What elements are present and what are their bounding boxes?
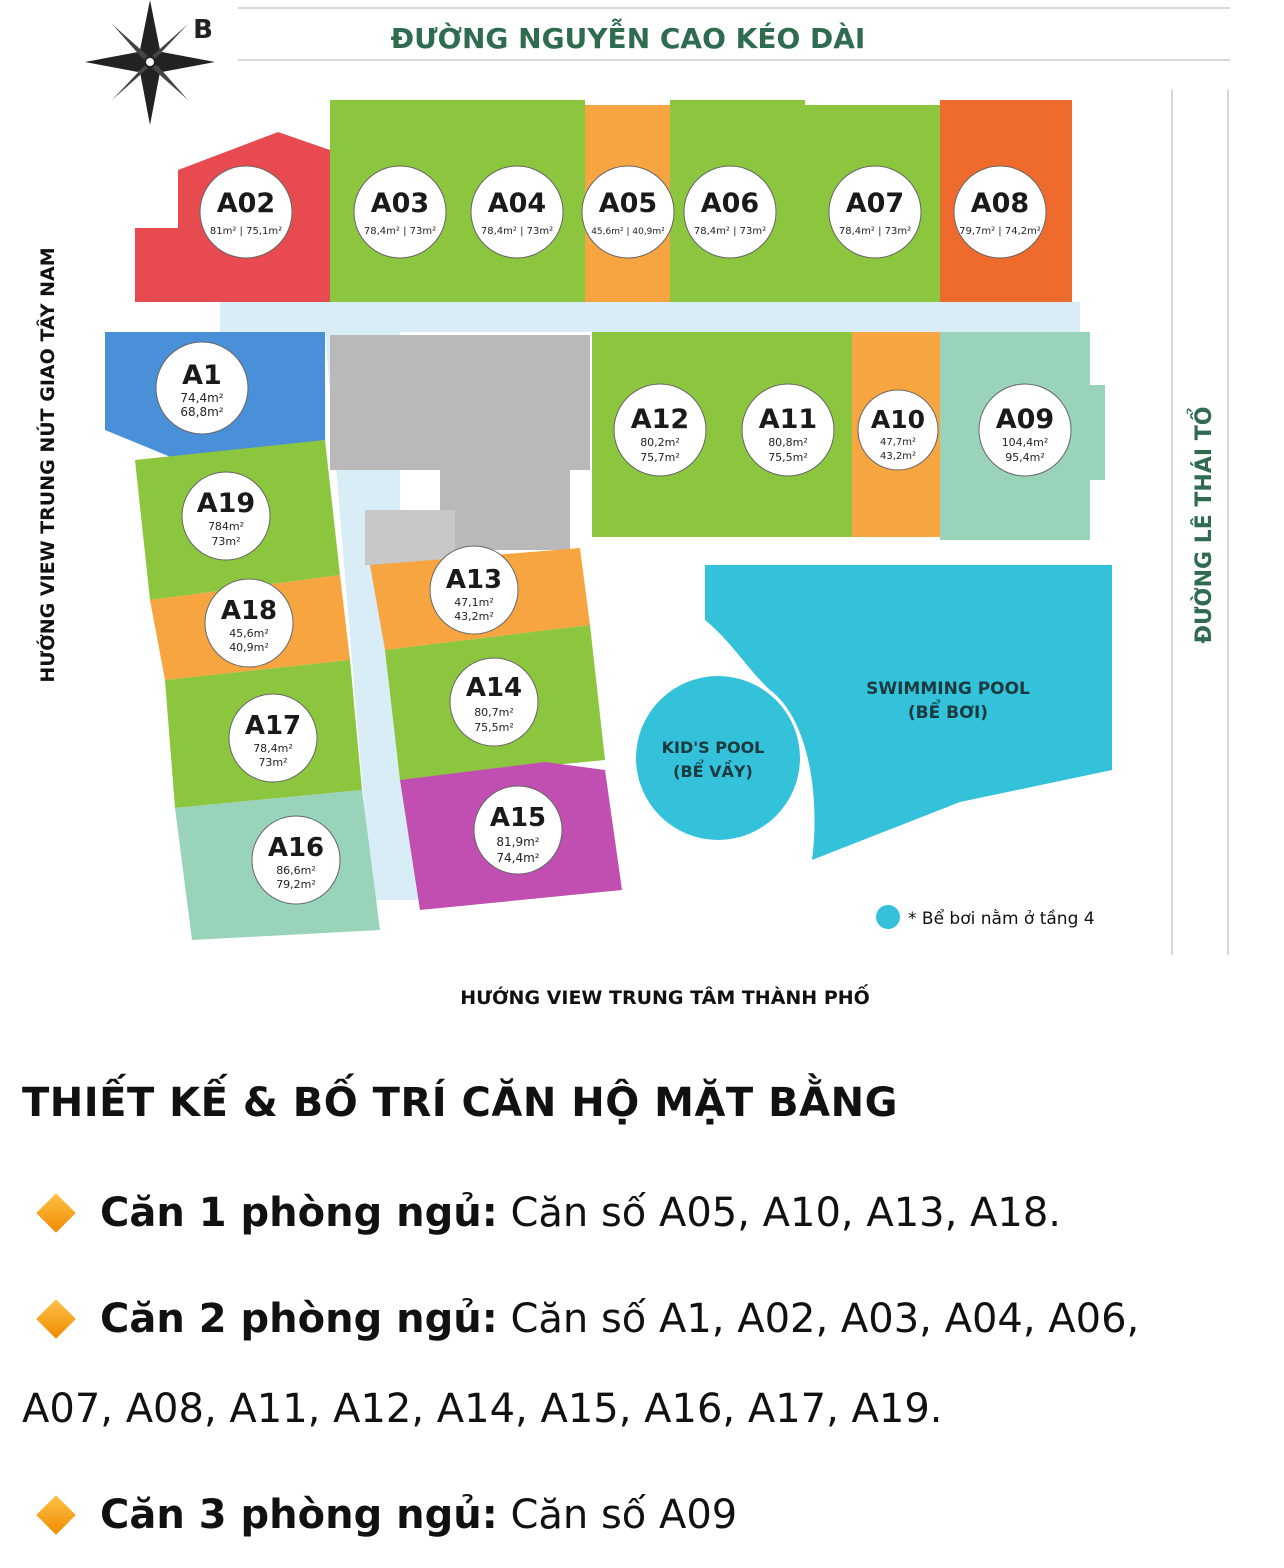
svg-text:80,7m²: 80,7m² (474, 706, 514, 719)
svg-text:A18: A18 (220, 596, 278, 626)
unit-label-a08[interactable] (954, 166, 1046, 258)
svg-text:78,4m² | 73m²: 78,4m² | 73m² (480, 226, 554, 237)
view-left-label: HƯỚNG VIEW TRUNG NÚT GIAO TÂY NAM (37, 247, 59, 683)
svg-text:95,4m²: 95,4m² (1005, 451, 1045, 464)
svg-text:73m²: 73m² (258, 756, 288, 769)
unit-label-a15[interactable] (474, 786, 562, 874)
svg-text:A14: A14 (465, 673, 523, 703)
svg-text:73m²: 73m² (211, 535, 241, 548)
item-label: Căn 3 phòng ngủ: (100, 1492, 498, 1538)
pool-legend-dot (876, 905, 900, 929)
svg-text:A1: A1 (182, 360, 222, 391)
svg-text:80,8m²: 80,8m² (768, 436, 808, 449)
item-value: Căn số A1, A02, A03, A04, A06, (510, 1296, 1140, 1342)
unit-label-a18[interactable] (205, 579, 293, 667)
swimming-pool-label-2: (BỂ BƠI) (907, 703, 989, 723)
svg-text:81,9m²: 81,9m² (496, 835, 540, 849)
diamond-bullet-icon (36, 1495, 76, 1535)
svg-text:A17: A17 (244, 711, 302, 741)
road-top-label: ĐƯỜNG NGUYỄN CAO KÉO DÀI (390, 22, 866, 55)
item-label: Căn 2 phòng ngủ: (100, 1296, 498, 1342)
unit-label-a04[interactable] (471, 166, 563, 258)
unit-label-a09[interactable] (979, 384, 1071, 476)
svg-text:74,4m²: 74,4m² (180, 391, 224, 405)
unit-label-a1[interactable] (156, 342, 248, 434)
svg-text:45,6m² | 40,9m²: 45,6m² | 40,9m² (591, 227, 665, 237)
unit-label-a06[interactable] (684, 166, 776, 258)
svg-text:80,2m²: 80,2m² (640, 436, 680, 449)
svg-text:104,4m²: 104,4m² (1001, 436, 1049, 449)
svg-text:78,4m² | 73m²: 78,4m² | 73m² (693, 226, 767, 237)
svg-text:75,7m²: 75,7m² (640, 451, 680, 464)
svg-text:68,8m²: 68,8m² (180, 405, 224, 419)
item-value-continued: A07, A08, A11, A12, A14, A15, A16, A17, A19. (22, 1386, 943, 1432)
description-section (22, 1080, 1262, 1568)
item-label: Căn 1 phòng ngủ: (100, 1190, 498, 1236)
svg-text:78,4m² | 73m²: 78,4m² | 73m² (363, 226, 437, 237)
svg-text:47,1m²: 47,1m² (454, 596, 494, 609)
compass-north-label: B (193, 15, 213, 45)
svg-text:45,6m²: 45,6m² (229, 627, 269, 640)
unit-label-a03[interactable] (354, 166, 446, 258)
svg-text:40,9m²: 40,9m² (229, 641, 269, 654)
svg-text:A11: A11 (758, 404, 818, 435)
unit-label-a10[interactable] (858, 390, 938, 470)
unit-label-a17[interactable] (229, 694, 317, 782)
svg-text:784m²: 784m² (207, 520, 245, 533)
svg-text:75,5m²: 75,5m² (474, 721, 514, 734)
svg-text:47,7m²: 47,7m² (879, 437, 917, 448)
svg-text:78,4m² | 73m²: 78,4m² | 73m² (838, 226, 912, 237)
svg-text:A10: A10 (870, 405, 926, 434)
item-value: Căn số A05, A10, A13, A18. (510, 1190, 1062, 1236)
svg-text:A05: A05 (598, 188, 658, 219)
elevator-core (330, 335, 590, 470)
corridor-top (220, 302, 1080, 332)
unit-label-a16[interactable] (252, 816, 340, 904)
svg-text:A13: A13 (445, 565, 503, 595)
unit-label-a19[interactable] (182, 472, 270, 560)
diamond-bullet-icon (36, 1299, 76, 1339)
unit-label-a05[interactable] (582, 166, 674, 258)
svg-text:A15: A15 (489, 803, 547, 833)
svg-text:A12: A12 (630, 404, 690, 435)
kids-pool-label-1: KID'S POOL (661, 738, 765, 757)
svg-text:75,5m²: 75,5m² (768, 451, 808, 464)
unit-label-a11[interactable] (742, 384, 834, 476)
unit-label-a07[interactable] (829, 166, 921, 258)
list-item-1-bedroom (22, 1160, 1262, 1266)
unit-label-a14[interactable] (450, 658, 538, 746)
svg-text:43,2m²: 43,2m² (454, 610, 494, 623)
svg-text:A08: A08 (970, 188, 1030, 219)
svg-text:A03: A03 (370, 188, 430, 219)
unit-label-a12[interactable] (614, 384, 706, 476)
diamond-bullet-icon (36, 1193, 76, 1233)
svg-text:A09: A09 (995, 404, 1055, 435)
unit-label-a02[interactable] (200, 166, 292, 258)
kids-pool-label-2: (BỂ VẦY) (673, 762, 753, 781)
pool-note: * Bể bơi nằm ở tầng 4 (908, 909, 1095, 929)
svg-text:A19: A19 (196, 488, 256, 519)
unit-label-a13[interactable] (430, 546, 518, 634)
svg-text:81m² | 75,1m²: 81m² | 75,1m² (209, 226, 283, 237)
svg-text:78,4m²: 78,4m² (253, 742, 293, 755)
section-title: THIẾT KẾ & BỐ TRÍ CĂN HỘ MẶT BẰNG (22, 1080, 898, 1126)
view-bottom-label: HƯỚNG VIEW TRUNG TÂM THÀNH PHỐ (460, 987, 870, 1009)
swimming-pool-label-1: SWIMMING POOL (866, 679, 1030, 699)
svg-text:86,6m²: 86,6m² (276, 864, 316, 877)
svg-text:A06: A06 (700, 188, 760, 219)
svg-text:79,7m² | 74,2m²: 79,7m² | 74,2m² (959, 226, 1041, 237)
svg-text:A04: A04 (487, 188, 547, 219)
svg-text:79,2m²: 79,2m² (276, 878, 316, 891)
svg-text:A02: A02 (216, 188, 276, 219)
list-item-3-bedroom (22, 1462, 1262, 1568)
svg-text:A07: A07 (845, 188, 905, 219)
svg-text:43,2m²: 43,2m² (879, 451, 917, 462)
svg-text:74,4m²: 74,4m² (496, 851, 540, 865)
road-right-label: ĐƯỜNG LÊ THÁI TỔ (1192, 406, 1217, 644)
kids-pool (636, 676, 800, 840)
item-value: Căn số A09 (510, 1492, 738, 1538)
list-item-2-bedroom (22, 1266, 1262, 1462)
svg-text:A16: A16 (267, 833, 325, 863)
